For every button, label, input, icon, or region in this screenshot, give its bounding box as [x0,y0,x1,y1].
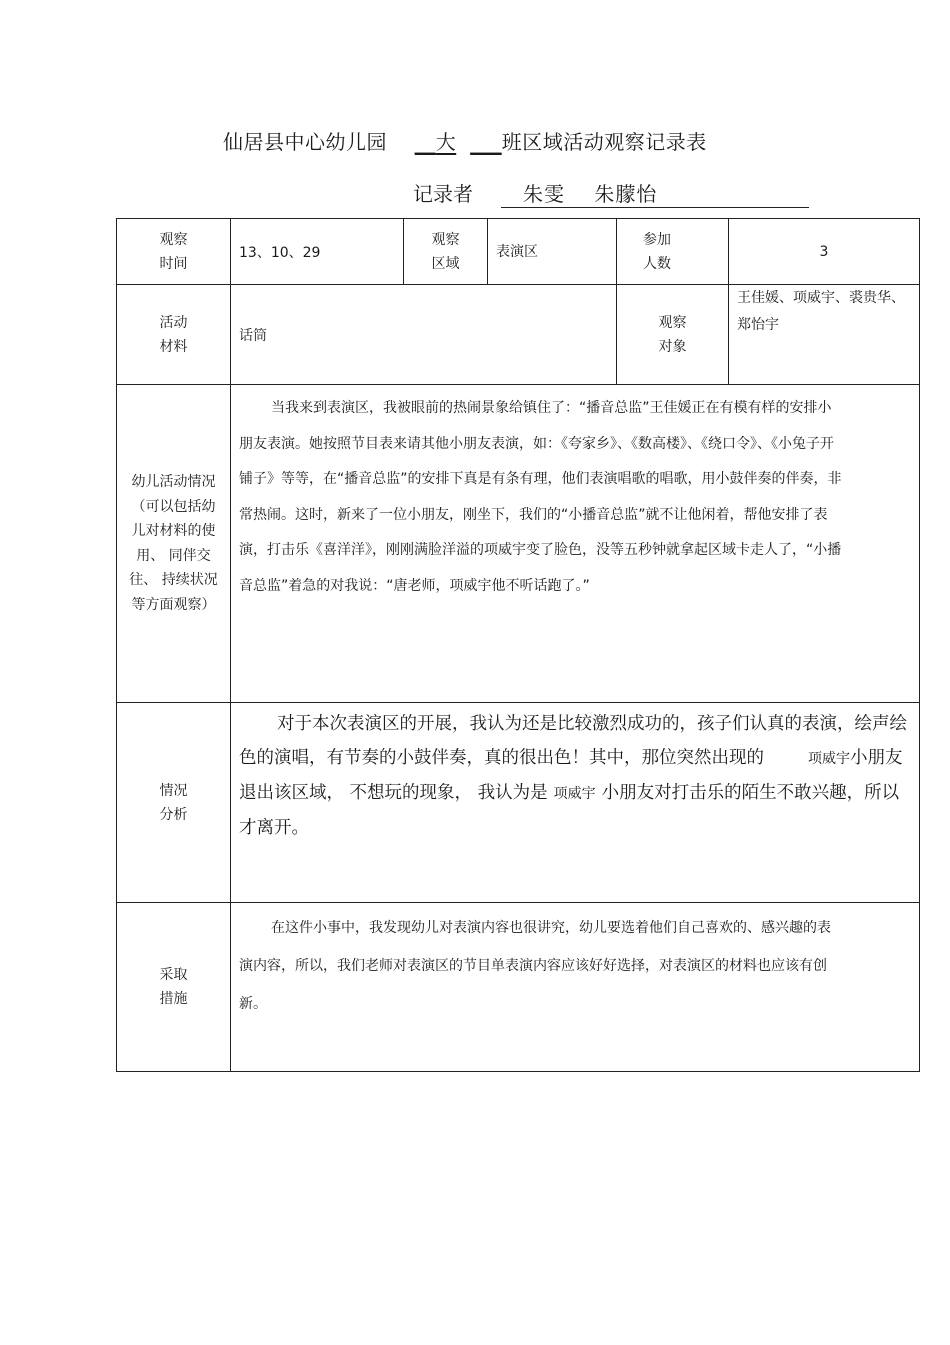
title-blank-pre: __ [414,130,436,154]
measures-text: 在这件小事中，我发现幼儿对表演内容也很讲究，幼儿要选着他们自己喜欢的、感兴趣的表演内容，所以，我们老师对表演区的节目单表演内容应该好好选择，对表演区的材料也应该有创新。 [231,903,920,1072]
title-suffix: 班区域活动观察记录表 [501,130,707,154]
material-value: 话筒 [231,285,617,385]
title-blank-post: ___ [470,130,502,154]
analysis-text-a: 对于本次表演区的开展，我认为还是比较激烈成功的，孩子们认真的表演，绘声绘色的演唱，有节奏的小鼓伴奏，真的很出色！其中，那位突然出现的 [239,714,907,768]
recorder-line [413,178,809,208]
activity-text: 当我来到表演区，我被眼前的热闹景象给镇住了：“播音总监”王佳媛正在有模有样的安排小朋友表演。她按照节目表来请其他小朋友表演，如：《夸家乡》、《数高楼》、《绕口令》、《小兔子开铺子》等等，在“播音总监”的安排下真是有条有理，他们表演唱歌的唱歌，用小鼓伴奏的伴奏，非常热闹。这时，新来了一位小朋友，刚坐下，我们的“小播音总监”就不让他闲着，帮他安排了表演，打击乐《喜洋洋》，刚刚满脸洋溢的项威宇变了脸色，没等五秒钟就拿起区域卡走人了，“小播音总监”着急的对我说：“唐老师，项威宇他不听话跑了。” [231,385,920,703]
analysis-label: 情况 分析 [117,703,231,903]
target-value: 王佳媛、项威宇、裘贵华、郑怡宇 [729,285,920,385]
analysis-text-c: 小朋友对打击乐的陌生不敢兴趣，所以才离开。 [239,783,900,838]
title-prefix: 仙居县中心幼儿园 [223,130,387,154]
target-label: 观察 对象 [617,285,729,385]
title-class-name: 大 [435,130,457,154]
analysis-text [231,703,920,903]
material-label: 活动 材料 [117,285,231,385]
count-label: 参加 人数 [617,219,729,285]
activity-label: 幼儿活动情况（可以包括幼儿对材料的使用、 同伴交往、 持续状况等方面观察） [117,385,231,703]
time-value: 13、10、29 [231,219,404,285]
measures-label: 采取 措施 [117,903,231,1072]
analysis-name-1: 项威宇 [808,751,850,767]
area-label: 观察 区域 [404,219,488,285]
observation-table [116,218,920,1072]
recorder-label: 记录者 [413,182,473,206]
analysis-name-2: 项威宇 [553,786,596,802]
analysis-text-b: 小朋友退出该区域， 不想玩的现象， 我认为是 [239,748,903,803]
recorder-names: 朱雯 朱朦怡 [501,178,809,208]
count-value: 3 [729,219,920,285]
time-label: 观察 时间 [117,219,231,285]
area-value: 表演区 [488,219,617,285]
